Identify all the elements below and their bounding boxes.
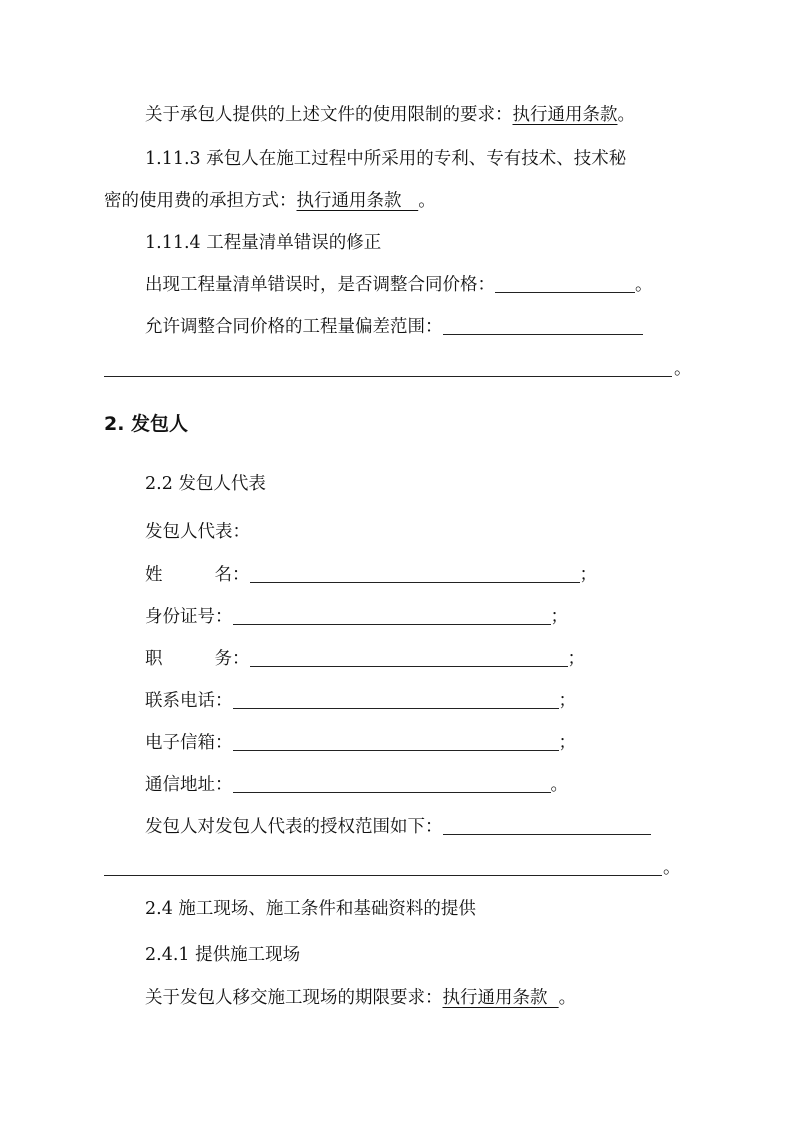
rep-title-blank[interactable] [250, 648, 568, 667]
punct: 。 [635, 275, 653, 295]
site-handover-value: 执行通用条款 [442, 988, 548, 1008]
deviation-range-question [145, 315, 643, 339]
bill-error-question [145, 273, 653, 297]
rep-id-field [145, 605, 568, 629]
authorization-scope-text: 发包人对发包人代表的授权范围如下： [145, 817, 443, 837]
patent-fee-value: 执行通用条款 [296, 191, 402, 211]
section-2-2-title: 2.2 发包人代表 [145, 474, 266, 494]
bill-error-text: 出现工程量清单错误时，是否调整合同价格： [145, 275, 495, 295]
punct: ； [567, 649, 585, 669]
rep-name-label: 姓 名： [145, 565, 250, 585]
punct: 。 [617, 105, 635, 125]
rep-id-label: 身份证号： [145, 607, 233, 627]
rep-email-label: 电子信箱： [145, 733, 233, 753]
section-2-4-1-title: 2.4.1 提供施工现场 [145, 945, 301, 965]
rep-title-field [145, 647, 585, 671]
representative-intro: 发包人代表： [145, 522, 250, 542]
rep-email-field [145, 731, 576, 755]
rep-address-blank[interactable] [233, 774, 551, 793]
section-2-4-title: 2.4 施工现场、施工条件和基础资料的提供 [145, 899, 476, 919]
punct: ； [550, 607, 568, 627]
deviation-range-blank-cont[interactable] [104, 375, 672, 377]
usage-restriction-line [145, 103, 635, 127]
authorization-scope-question [145, 815, 651, 839]
usage-restriction-text: 关于承包人提供的上述文件的使用限制的要求： [145, 105, 513, 125]
section-1-11-3-line2 [104, 189, 436, 213]
rep-phone-label: 联系电话： [145, 691, 233, 711]
punct: 。 [674, 359, 692, 379]
punct: 。 [550, 775, 568, 795]
deviation-range-blank[interactable] [443, 316, 643, 335]
punct: 。 [663, 858, 681, 878]
deviation-range-text: 允许调整合同价格的工程量偏差范围： [145, 317, 443, 337]
section-2-heading: 2. 发包人 [104, 413, 189, 435]
rep-phone-blank[interactable] [233, 690, 559, 709]
patent-fee-text: 密的使用费的承担方式： [104, 191, 297, 211]
rep-id-blank[interactable] [233, 606, 551, 625]
usage-restriction-value: 执行通用条款 [512, 105, 618, 125]
section-1-11-3-line1: 1.11.3 承包人在施工过程中所采用的专利、专有技术、技术秘 [145, 149, 627, 169]
punct: ； [558, 691, 576, 711]
authorization-scope-blank-cont[interactable] [104, 874, 662, 876]
rep-name-blank[interactable] [250, 564, 580, 583]
rep-title-label: 职 务： [145, 649, 250, 669]
punct: ； [558, 733, 576, 753]
rep-email-blank[interactable] [233, 732, 559, 751]
rep-name-field [145, 563, 597, 587]
site-handover-line [145, 986, 576, 1010]
punct: 。 [418, 191, 436, 211]
section-1-11-4-title: 1.11.4 工程量清单错误的修正 [145, 233, 382, 253]
rep-phone-field [145, 689, 576, 713]
site-handover-text: 关于发包人移交施工现场的期限要求： [145, 988, 443, 1008]
rep-address-label: 通信地址： [145, 775, 233, 795]
punct: ； [579, 565, 597, 585]
rep-address-field [145, 773, 568, 797]
punct: 。 [558, 988, 577, 1008]
bill-error-blank[interactable] [495, 274, 635, 293]
authorization-scope-blank[interactable] [443, 816, 651, 835]
